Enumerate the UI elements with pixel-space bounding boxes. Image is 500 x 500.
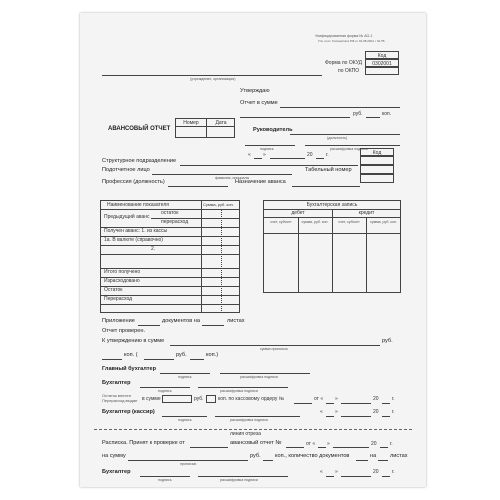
code-label: Код (377, 52, 387, 59)
chief-accountant-label: Главный бухгалтер (102, 366, 157, 372)
okud-value: 0302001 (372, 60, 392, 67)
footer-kop-label: коп. ( (124, 352, 138, 358)
report-sum-label: Отчет в сумме (240, 100, 278, 106)
credit-account-header: счет, субсчет (338, 220, 360, 224)
footer-rub-label: руб. (382, 338, 393, 344)
purpose-label: Назначение аванса (235, 179, 286, 185)
form-title-line: Унифицированная форма № АО-1 (315, 34, 373, 38)
division-label: Структурное подразделение (102, 158, 177, 164)
date-header: Дата (215, 119, 227, 126)
accountable-line (152, 174, 292, 175)
purpose-code-cell (360, 174, 394, 183)
head-signature-line (245, 145, 295, 146)
decode-caption: расшифровка подписи (330, 147, 368, 151)
spent-label: Израсходовано (104, 278, 140, 284)
accountable-label: Подотчетное лицо (102, 167, 150, 173)
document-title: АВАНСОВЫЙ ОТЧЕТ (108, 126, 171, 132)
total-received-label: Итого получено (104, 269, 141, 275)
profession-label: Профессия (должность) (102, 179, 165, 185)
overspend-label: Перерасход (104, 296, 133, 302)
remainder-sub-label: остаток (161, 210, 179, 216)
fio-caption: фамилия, инициалы (215, 176, 250, 180)
cashier-label: Бухгалтер (кассир) (102, 409, 155, 415)
year-suffix: г. (326, 152, 329, 158)
debit-amount-header: сумма, руб. коп. (301, 220, 329, 224)
remainder-label: Остаток (104, 287, 123, 293)
to-approve-label: К утверждению в сумме (102, 338, 165, 344)
okud-label: Форма по ОКУД (325, 60, 363, 66)
head-decode-line (305, 145, 400, 146)
cut-line (94, 429, 412, 430)
cash-order-label: коп. по кассовому ордеру № (218, 396, 285, 402)
currency-label: 1а. В валюте (справочно) (104, 237, 163, 243)
head-label: Руководитель (253, 127, 293, 133)
year-prefix: 20 (307, 152, 313, 158)
attachment-label: Приложение (102, 318, 135, 324)
advance-report-form: Унифицированная форма № АО-1 Утв. пост. Госкомстата РФ от 01.08.2001 г. № 55 Код 0302001 Форма по ОКУД по ОКПО (учреждение, организация) Утверждаю Отчет в сумме руб. коп. АВАНСОВЫЙ ОТЧЕТ Номер Дата Руководитель (должность) подпись расшифровка подписи « » 20 г. Код Структурное подразделение Подотчетное лицо фамилия, инициалы Табельный номер Профессия (должность) Назначение аванса Наименование показателя Сумма, руб. коп. Предыдущий аванс остаток перерасход Получен аванс: 1. из кассы 1а. В валюте (справочно) 2. Итого получено Израсходовано Остаток Перерасход Бухгалтерская запись дебет кредит счет, субсчет сумма, руб. коп. счет, субсчет сумма, руб. коп. Приложение документов на листах Отчет проверен. К утверждению в сумме сумма прописью руб. коп. ( руб. коп.) Главный бухгалтер подпись расшифровка подписи Бухгалтер подпись расшифровка подписи Остаток внесен Перерасход выдан в сумме руб. коп. по кассовому ордеру № от « » 20 г. Бухгалтер (кассир) подпись расшифровка подписи « » 20 г. линия отреза Расписка. Принят к проверке от авансовый отчет № от « » 20 г. на сумму прописью руб. коп., количество документов на листах Бухгалтер подпись расшифровка подписи « » 20 г. (80, 13, 426, 487)
cut-line-caption: линия отреза (230, 431, 261, 437)
division-code-cell (360, 156, 394, 165)
organization-line (102, 75, 322, 76)
number-date-table (175, 118, 235, 138)
form-approval-line: Утв. пост. Госкомстата РФ от 01.08.2001 г. № 55 (318, 39, 385, 43)
sheets-label: листах (227, 318, 245, 324)
credit-amount-header: сумма, руб. коп. (370, 220, 397, 224)
position-caption: (должность) (327, 136, 348, 140)
accountant-label: Бухгалтер (102, 380, 131, 386)
sum-words-caption: сумма прописью (260, 347, 288, 351)
amount-col-header: Сумма, руб. коп. (203, 202, 234, 207)
overspend-sub-label: перерасход (161, 219, 189, 225)
remainder-sum-box (162, 395, 192, 403)
credit-header: кредит (358, 210, 375, 216)
kop-label: коп. (382, 111, 392, 117)
report-sum-line-2 (240, 117, 350, 118)
advance-summary-table (100, 200, 240, 313)
accounting-entry-table (263, 200, 401, 293)
organization-caption: (учреждение, организация) (190, 77, 236, 81)
accountant-2-label: Бухгалтер (102, 469, 131, 475)
profession-line (168, 186, 228, 187)
docs-count-label: коп., количество документов (275, 453, 350, 459)
division-line (180, 165, 358, 166)
indicator-col-header: Наименование показателя (107, 201, 169, 208)
report-sum-line (280, 107, 400, 108)
remainder-kop-box (206, 395, 216, 403)
code-header-cell (365, 51, 399, 59)
kop-line (366, 117, 380, 118)
head-position-line (290, 134, 400, 135)
row-2-label: 2. (151, 246, 156, 252)
number-header: Номер (183, 119, 199, 126)
accounting-entry-title: Бухгалтерская запись (306, 201, 358, 208)
debit-header: дебет (291, 210, 305, 216)
receipt-label: Расписка. Принят к проверке от (102, 440, 185, 446)
okpo-cell (365, 67, 399, 75)
date-open-quote: « (248, 152, 251, 158)
checked-label: Отчет проверен. (102, 328, 146, 334)
documents-on-label: документов на (162, 318, 201, 324)
debit-account-header: счет, субсчет (270, 220, 292, 224)
on-sum-label: на сумму (102, 453, 126, 459)
approve-label: Утверждаю (240, 88, 270, 94)
tab-number-label: Табельный номер (305, 167, 352, 173)
person-code-header: Код (360, 148, 394, 156)
okud-cell (365, 59, 399, 67)
received-from-cash-label: Получен аванс: 1. из кассы (104, 228, 168, 234)
remainder-paid-label: Остаток внесен (102, 393, 131, 398)
prev-advance-label: Предыдущий аванс (104, 214, 150, 220)
rub-label: руб. (353, 111, 363, 117)
tab-number-cell (360, 165, 394, 174)
overspend-paid-label: Перерасход выдан (102, 398, 138, 403)
purpose-line (292, 186, 360, 187)
okpo-label: по ОКПО (338, 68, 360, 74)
signature-caption: подпись (260, 147, 274, 151)
